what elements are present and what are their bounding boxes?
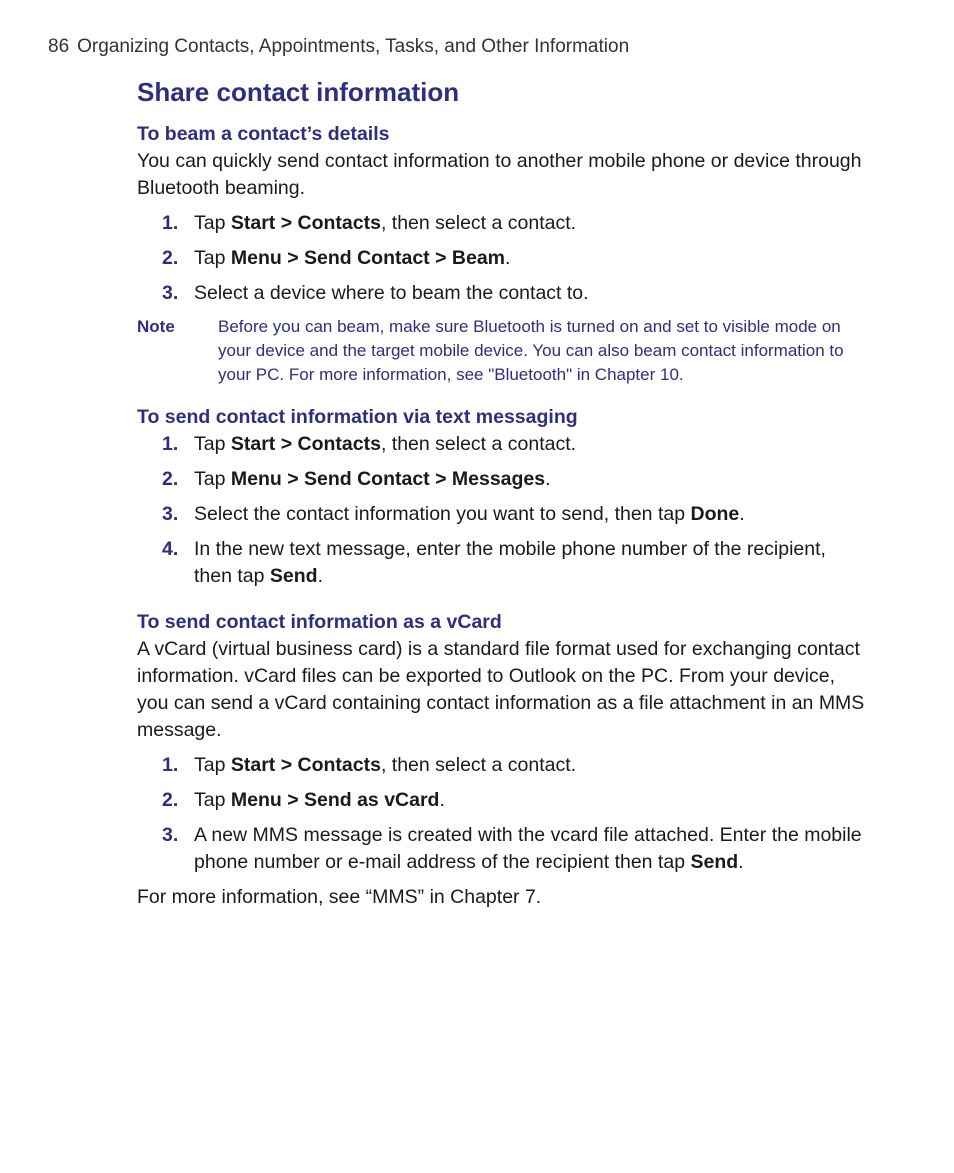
step-text: In the new text message, enter the mobile phone number of the recipient, then tap: [194, 538, 826, 587]
note-label: Note: [137, 317, 175, 336]
step-text: .: [739, 503, 745, 525]
step-number: 2.: [162, 789, 179, 811]
step-text: Tap: [194, 433, 231, 455]
vcard-step-2: [137, 787, 867, 814]
step-number: 4.: [162, 538, 179, 560]
beam-step-1: [137, 210, 867, 237]
page-number: 86: [48, 36, 70, 57]
step-text: Select the contact information you want to send, then tap: [194, 503, 691, 525]
step-number: 2.: [162, 247, 179, 269]
step-number: 1.: [162, 754, 179, 776]
step-text: Tap: [194, 247, 231, 269]
step-text: Select a device where to beam the contact to.: [194, 282, 589, 304]
running-header: [48, 36, 629, 58]
text-step-3: [137, 501, 867, 528]
step-text: .: [545, 468, 551, 490]
step-text: .: [738, 851, 744, 873]
step-command: Start > Contacts: [230, 754, 381, 776]
step-number: 3.: [162, 503, 179, 525]
vcard-step-1: [137, 752, 867, 779]
step-number: 2.: [162, 468, 179, 490]
vcard-heading: To send contact information as a vCard: [137, 611, 502, 633]
step-text: .: [505, 247, 511, 269]
beam-heading: To beam a contact’s details: [137, 123, 390, 145]
step-text: , then select a contact.: [380, 212, 577, 234]
beam-steps: [137, 210, 867, 307]
step-number: 1.: [162, 212, 179, 234]
text-step-2: [137, 466, 867, 493]
step-command: Menu > Send Contact > Messages: [230, 468, 546, 490]
step-command: Send: [269, 565, 318, 587]
section-title: Share contact information: [137, 77, 460, 107]
beam-intro: You can quickly send contact information to another mobile phone or device through Bluetooth beaming.: [137, 150, 862, 199]
text-step-1: [137, 431, 867, 458]
step-number: 3.: [162, 824, 179, 846]
step-number: 1.: [162, 433, 179, 455]
step-text: .: [317, 565, 324, 587]
step-text: Tap: [194, 468, 231, 490]
step-text: .: [439, 789, 445, 811]
note-text: Before you can beam, make sure Bluetooth is turned on and set to visible mode on your device and the target mobile device. You can also beam contact information to your PC. For more information, see "Bluetooth" in Chapter 10.: [218, 317, 844, 384]
text-step-4: [137, 536, 867, 590]
vcard-step-3: [137, 822, 867, 876]
step-text: Tap: [194, 212, 231, 234]
vcard-steps: [137, 752, 867, 876]
step-text: Tap: [194, 789, 231, 811]
beam-step-3: [137, 280, 867, 307]
text-messaging-heading: To send contact information via text messaging: [137, 406, 578, 428]
page-content: [137, 74, 867, 911]
step-command: Start > Contacts: [230, 433, 381, 455]
step-command: Menu > Send Contact > Beam: [230, 247, 506, 269]
step-number: 3.: [162, 282, 179, 304]
step-command: Done: [690, 503, 740, 525]
beam-note: [137, 315, 867, 387]
step-text: , then select a contact.: [380, 754, 577, 776]
vcard-footer: For more information, see “MMS” in Chapter 7.: [137, 886, 542, 908]
text-messaging-steps: [137, 431, 867, 590]
step-command: Menu > Send as vCard: [230, 789, 440, 811]
step-command: Start > Contacts: [230, 212, 381, 234]
step-text: , then select a contact.: [380, 433, 577, 455]
step-text: A new MMS message is created with the vcard file attached. Enter the mobile phone number or e-mail address of the recipient then tap: [194, 824, 862, 873]
chapter-title: Organizing Contacts, Appointments, Tasks, and Other Information: [77, 36, 630, 57]
vcard-intro: A vCard (virtual business card) is a standard file format used for exchanging contact information. vCard files can be exported to Outlook on the PC. From your device, you can send a vCard containing contact information as a file attachment in an MMS message.: [137, 638, 865, 741]
beam-step-2: [137, 245, 867, 272]
step-command: Send: [690, 851, 739, 873]
step-text: Tap: [194, 754, 231, 776]
